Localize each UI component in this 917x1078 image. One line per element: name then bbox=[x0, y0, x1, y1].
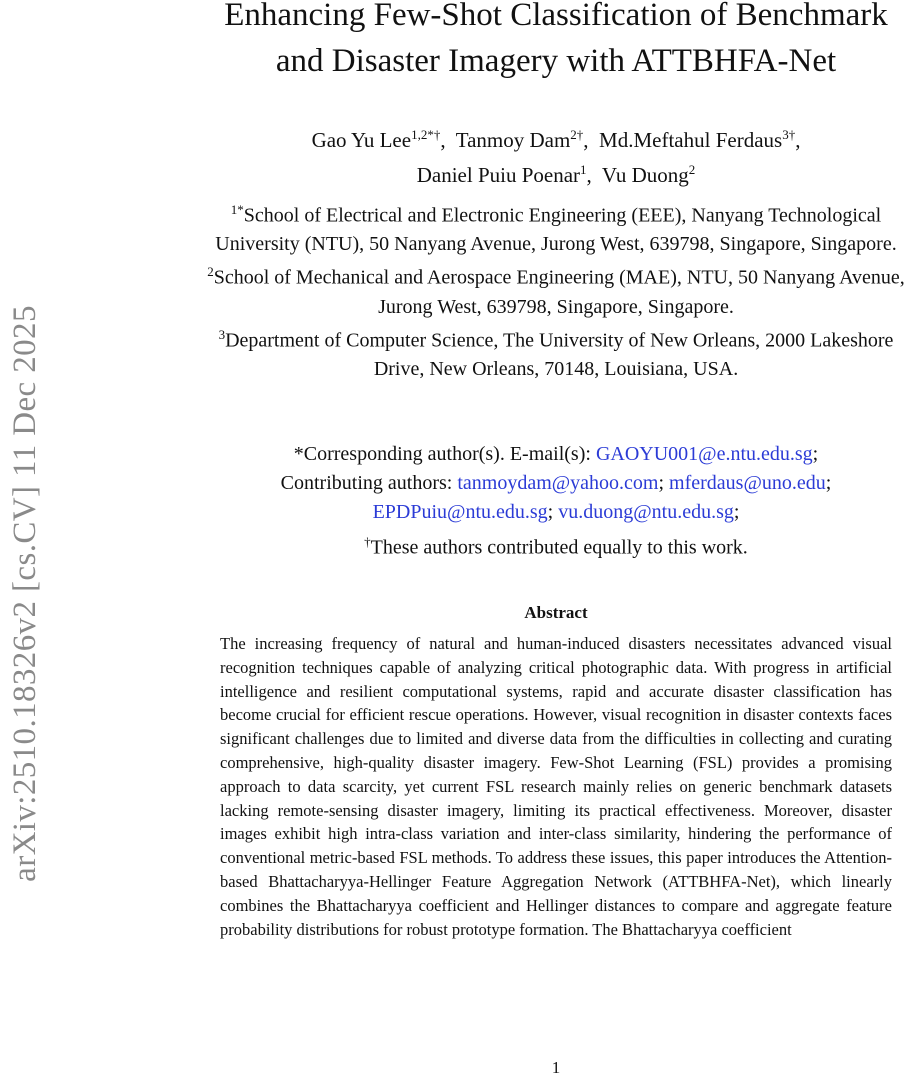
author-affiliation-marker: 3† bbox=[782, 127, 796, 142]
author-name: Md.Meftahul Ferdaus bbox=[599, 128, 783, 152]
author-name: Tanmoy Dam bbox=[455, 128, 571, 152]
author-affiliation-marker: 1 bbox=[580, 162, 587, 177]
affiliation-text: School of Mechanical and Aerospace Engineering (MAE), NTU, 50 Nanyang Avenue, Jurong West, 639798, Singapore, Singapore. bbox=[213, 267, 905, 318]
author-affiliation-marker: 1,2*† bbox=[411, 127, 441, 142]
abstract-heading: Abstract bbox=[524, 603, 588, 622]
affiliation-marker: 3 bbox=[218, 326, 226, 342]
affiliation-item bbox=[196, 196, 916, 258]
equal-contribution-note: These authors contributed equally to this work. bbox=[370, 536, 748, 559]
paper-title bbox=[196, 0, 916, 84]
author-affiliation-marker: 2† bbox=[570, 127, 584, 142]
affiliation-item bbox=[196, 321, 916, 383]
arxiv-identifier bbox=[2, 226, 48, 961]
email-link[interactable]: GAOYU001@e.ntu.edu.sg bbox=[595, 443, 813, 465]
page-number: 1 bbox=[551, 1058, 561, 1077]
author-name: Gao Yu Lee bbox=[311, 128, 412, 152]
affiliation-item bbox=[196, 258, 916, 320]
arxiv-identifier-text: arXiv:2510.18326v2 [cs.CV] 11 Dec 2025 bbox=[6, 305, 43, 882]
affiliation-text: Department of Computer Science, The University of New Orleans, 2000 Lakeshore Drive, New Orleans, 70148, Louisiana, USA. bbox=[225, 329, 894, 380]
contributing-label: Contributing authors: bbox=[280, 472, 453, 494]
contact-block: *Corresponding author(s). E-mail(s): GAOYU001@e.ntu.edu.sg; Contributing authors: tanmoydam@yahoo.com; mferdaus@uno.edu; EPDPuiu@ntu.edu.sg; vu.duong@ntu.edu.sg; †These authors contributed equally to this work. bbox=[280, 443, 832, 559]
email-link[interactable]: mferdaus@uno.edu bbox=[669, 472, 826, 494]
email-link[interactable]: EPDPuiu@ntu.edu.sg bbox=[372, 501, 548, 523]
equal-contribution-marker: † bbox=[364, 534, 371, 549]
affiliation-text: School of Electrical and Electronic Engineering (EEE), Nanyang Technological University (NTU), 50 Nanyang Avenue, Jurong West, 639798, Singapore, Singapore. bbox=[215, 204, 897, 256]
title-line-2: and Disaster Imagery with ATTBHFA-Net bbox=[275, 43, 837, 79]
author-name: Vu Duong bbox=[601, 163, 689, 187]
affiliation-marker: 2 bbox=[207, 264, 214, 280]
corresponding-label: *Corresponding author(s). E-mail(s): bbox=[293, 443, 591, 465]
affiliation-list bbox=[196, 196, 916, 383]
title-line-1: Enhancing Few-Shot Classification of Benchmark bbox=[224, 0, 888, 33]
author-list: Gao Yu Lee$^{1,2*\dagger}$, Tanmoy Dam$^{2\dagger}$, Md.Meftahul Ferdaus$^{3\dagger}$, Daniel Puiu Poenar$^1$, Vu Duong$^2$ bbox=[311, 127, 801, 187]
email-link[interactable]: tanmoydam@yahoo.com bbox=[457, 472, 659, 494]
email-link[interactable]: vu.duong@ntu.edu.sg bbox=[558, 501, 734, 523]
author-affiliation-marker: 2 bbox=[688, 162, 696, 177]
affiliation-marker: 1* bbox=[230, 202, 244, 217]
author-name: Daniel Puiu Poenar bbox=[416, 163, 581, 187]
abstract-body: The increasing frequency of natural and human-induced disasters necessitates advanced visual recognition techniques capable of analyzing critical photographic data. With progress in artificial intelligence and resilient computational systems, rapid and accurate disaster classification has become crucial for efficient rescue operations. However, visual recognition in disaster contexts faces significant challenges due to limited and diverse data from the difficulties in collecting and curating comprehensive, high-quality disaster imagery. Few-Shot Learning (FSL) provides a promising approach to data scarcity, yet current FSL research mainly relies on generic benchmark datasets lacking remote-sensing disaster imagery, limiting its practical effectiveness. Moreover, disaster images exhibit high intra-class variation and inter-class similarity, hindering the performance of conventional metric-based FSL methods. To address these issues, this paper introduces the Attention-based Bhattacharyya-Hellinger Feature Aggregation Network (ATTBHFA-Net), which linearly combines the Bhattacharyya coefficient and Hellinger distances to compare and aggregate feature probability distributions for robust prototype formation. The Bhattacharyya coefficient bbox=[220, 634, 892, 939]
